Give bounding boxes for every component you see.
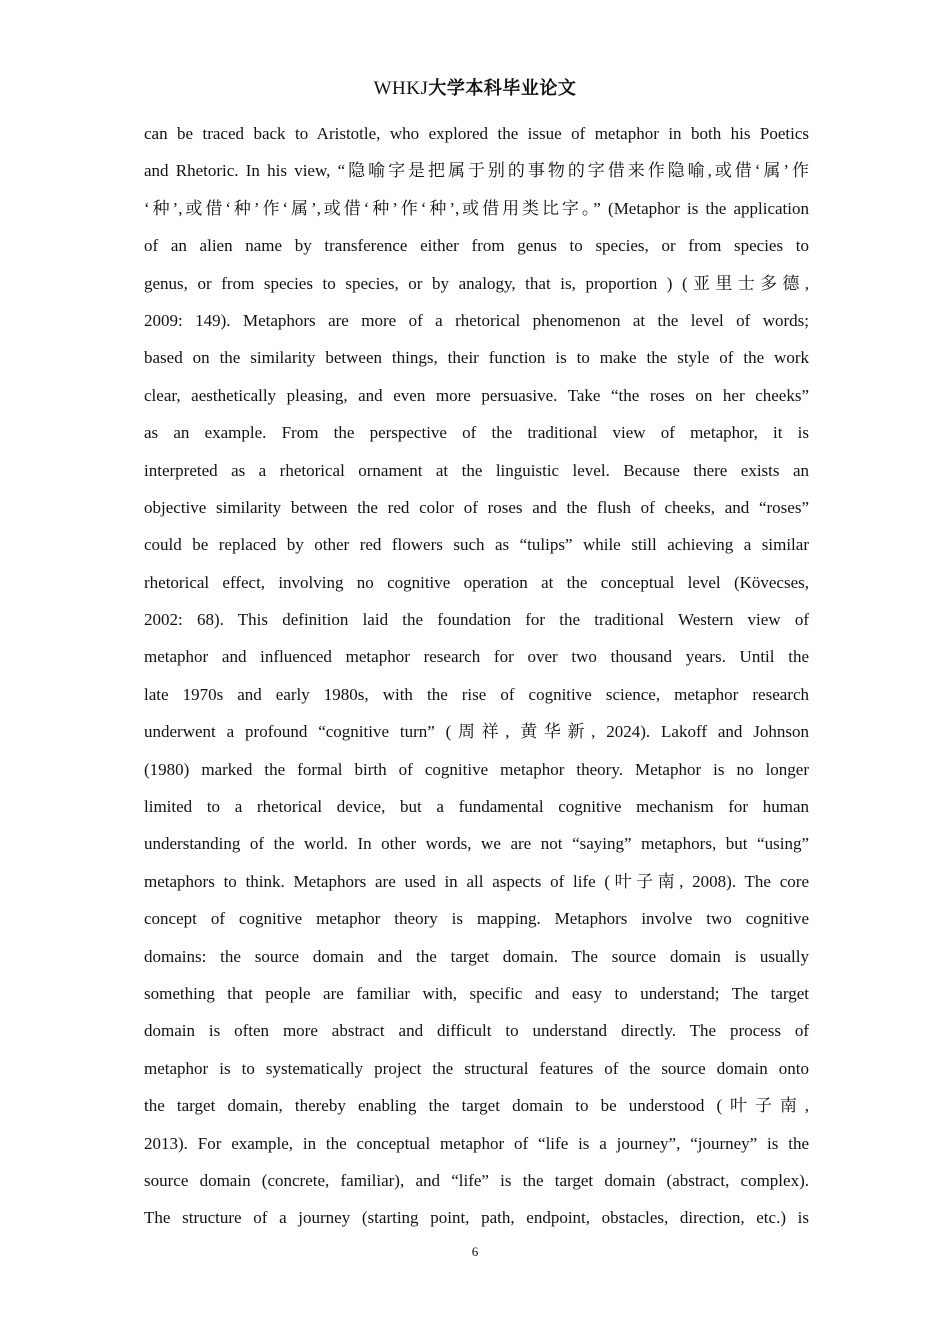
text-line: late 1970s and early 1980s, with the rise of cognitive science, metaphor research — [144, 684, 809, 704]
text-line: and Rhetoric. In his view, “隐喻字是把属于别的事物的字借来作隐喻,或借‘属’作 — [144, 161, 809, 181]
text-line: metaphor and influenced metaphor research for over two thousand years. Until the — [144, 647, 809, 667]
text-line: rhetorical effect, involving no cognitive operation at the conceptual level (Kövecses, — [144, 572, 809, 592]
text-line: clear, aesthetically pleasing, and even more persuasive. Take “the roses on her cheeks” — [144, 385, 809, 405]
text-line: 2009: 149). Metaphors are more of a rhetorical phenomenon at the level of words; — [144, 310, 809, 330]
text-line: domains: the source domain and the target domain. The source domain is usually — [144, 946, 809, 966]
text-line: interpreted as a rhetorical ornament at the linguistic level. Because there exists an — [144, 460, 809, 480]
text-line: The structure of a journey (starting point, path, endpoint, obstacles, direction, etc.) is — [144, 1208, 809, 1228]
page-number: 6 — [471, 1244, 479, 1259]
header-school-code: WHKJ — [373, 78, 429, 99]
text-line: genus, or from species to species, or by analogy, that is, proportion ) (亚里士多德, — [144, 273, 809, 293]
text-line: as an example. From the perspective of the traditional view of metaphor, it is — [144, 423, 809, 443]
text-line: understanding of the world. In other words, we are not “saying” metaphors, but “using” — [144, 834, 809, 854]
text-line: based on the similarity between things, their function is to make the style of the work — [144, 348, 809, 368]
text-line: 2013). For example, in the conceptual metaphor of “life is a journey”, “journey” is the — [144, 1133, 809, 1153]
text-line: domain is often more abstract and difficult to understand directly. The process of — [144, 1021, 809, 1041]
text-line: concept of cognitive metaphor theory is mapping. Metaphors involve two cognitive — [144, 909, 809, 929]
text-line: the target domain, thereby enabling the target domain to be understood (叶子南, — [144, 1096, 809, 1116]
header-title: 大学本科毕业论文 — [428, 78, 577, 99]
text-line: could be replaced by other red flowers such as “tulips” while still achieving a similar — [144, 535, 809, 555]
text-line: metaphors to think. Metaphors are used in all aspects of life (叶子南, 2008). The core — [144, 871, 809, 891]
text-line: of an alien name by transference either from genus to species, or from species to — [144, 236, 809, 256]
page-header — [0, 74, 950, 100]
text-line: underwent a profound “cognitive turn” (周祥, 黄华新, 2024). Lakoff and Johnson — [144, 722, 809, 742]
text-line: source domain (concrete, familiar), and “life” is the target domain (abstract, complex). — [144, 1170, 809, 1190]
body-paragraph — [144, 115, 809, 1237]
text-line: ‘种’,或借‘种’作‘属’,或借‘种’作‘种’,或借用类比字。” (Metaphor is the application — [144, 198, 809, 218]
text-line: metaphor is to systematically project the structural features of the source domain onto — [144, 1058, 809, 1078]
text-line: limited to a rhetorical device, but a fundamental cognitive mechanism for human — [144, 797, 809, 817]
text-line: 2002: 68). This definition laid the foundation for the traditional Western view of — [144, 610, 809, 630]
text-line: can be traced back to Aristotle, who explored the issue of metaphor in both his Poetics — [144, 124, 809, 143]
text-line: (1980) marked the formal birth of cognitive metaphor theory. Metaphor is no longer — [144, 759, 809, 779]
text-line: something that people are familiar with, specific and easy to understand; The target — [144, 983, 809, 1003]
text-line: objective similarity between the red color of roses and the flush of cheeks, and “roses” — [144, 497, 809, 517]
